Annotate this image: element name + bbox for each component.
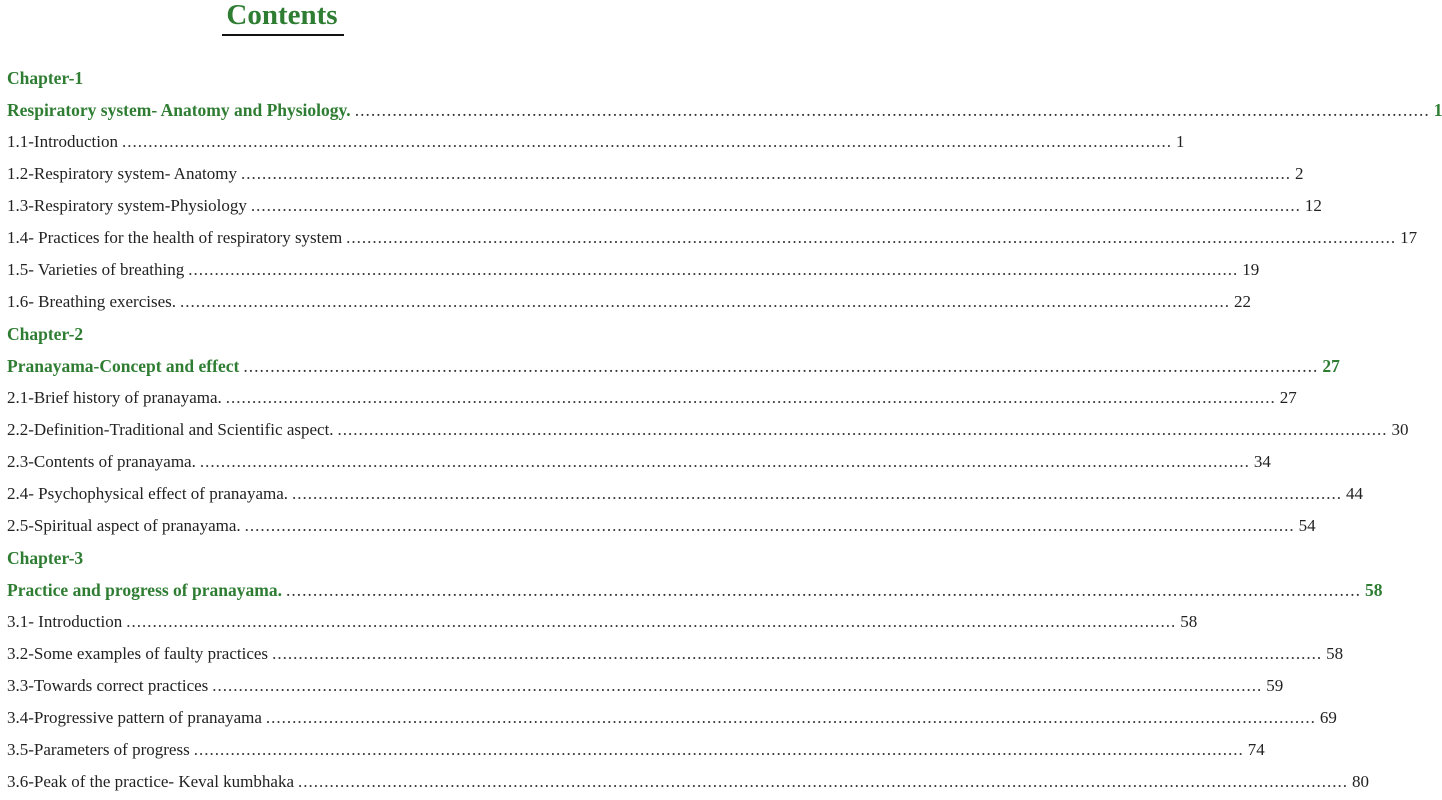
entry-label: 1.2-Respiratory system- Anatomy: [7, 164, 237, 183]
toc-entry: [7, 189, 1322, 221]
toc-entry: [7, 701, 1337, 733]
toc-entry: [7, 445, 1271, 477]
toc-entry: [7, 221, 1418, 253]
dot-leader: ........................................................................................................................................................................................................: [240, 164, 1291, 183]
chapter-title-row: [7, 573, 1383, 605]
entry-label: 1.5- Varieties of breathing: [7, 260, 185, 279]
page-number: 80: [1352, 772, 1369, 791]
dot-leader: ........................................................................................................................................................................................................: [298, 772, 1348, 791]
chapter-heading: [7, 61, 556, 93]
dot-leader: ........................................................................................................................................................................................................: [180, 292, 1230, 311]
page-number: 74: [1247, 740, 1265, 759]
chapter-label: Chapter-3: [7, 548, 84, 568]
toc-entry: [7, 381, 1297, 413]
entry-label: Pranayama-Concept and effect: [7, 356, 240, 376]
entry-label: 3.4-Progressive pattern of pranayama: [7, 708, 262, 727]
page-number: 58: [1326, 644, 1344, 663]
entry-label: 2.4- Psychophysical effect of pranayama.: [7, 484, 289, 503]
page-number: 1: [1433, 100, 1442, 120]
dot-leader: ........................................................................................................................................................................................................: [126, 612, 1177, 631]
entry-label: 3.5-Parameters of progress: [7, 740, 190, 759]
entry-label: 1.4- Practices for the health of respiratory system: [7, 228, 343, 247]
toc-entry: [7, 765, 1369, 797]
entry-label: 3.3-Towards correct practices: [7, 676, 209, 695]
dot-leader: ........................................................................................................................................................................................................: [250, 196, 1301, 215]
page-number: 1: [1175, 132, 1185, 151]
toc-entry: [7, 125, 1185, 157]
dot-leader: ........................................................................................................................................................................................................: [292, 484, 1343, 503]
toc-entry: [7, 509, 1316, 541]
page-number: 54: [1298, 516, 1316, 535]
entry-label: 1.6- Breathing exercises.: [7, 292, 176, 311]
entry-label: 3.2-Some examples of faulty practices: [7, 644, 269, 663]
dot-leader: ........................................................................................................................................................................................................: [265, 708, 1316, 727]
entry-label: 1.1-Introduction: [7, 132, 118, 151]
toc-entry: [7, 637, 1344, 669]
toc-entry: [7, 605, 1198, 637]
dot-leader: ........................................................................................................................................................................................................: [188, 260, 1239, 279]
dot-leader: ........................................................................................................................................................................................................: [121, 132, 1172, 151]
page-number: 58: [1364, 580, 1383, 600]
entry-label: 3.6-Peak of the practice- Keval kumbhaka: [7, 772, 294, 791]
entry-label: 3.1- Introduction: [7, 612, 123, 631]
toc-entry: [7, 157, 1304, 189]
entry-label: 2.1-Brief history of pranayama.: [7, 388, 222, 407]
entry-label: Practice and progress of pranayama.: [7, 580, 282, 600]
chapter-title-row: [7, 349, 1340, 381]
page-number: 19: [1242, 260, 1260, 279]
page-title: Contents: [226, 0, 338, 31]
dot-leader: ........................................................................................................................................................................................................: [193, 740, 1244, 759]
entry-label: 2.3-Contents of pranayama.: [7, 452, 196, 471]
entry-label: 1.3-Respiratory system-Physiology: [7, 196, 247, 215]
chapter-label: Chapter-1: [7, 68, 84, 88]
page-number: 59: [1266, 676, 1284, 695]
dot-leader: ........................................................................................................................................................................................................: [354, 100, 1430, 120]
toc-entry: [7, 669, 1284, 701]
dot-leader: ........................................................................................................................................................................................................: [272, 644, 1323, 663]
page-number: 69: [1319, 708, 1337, 727]
toc-entry: [7, 285, 1251, 317]
toc-entry: [7, 253, 1260, 285]
chapter-title-row: [7, 93, 1442, 125]
entry-label: Respiratory system- Anatomy and Physiology.: [7, 100, 351, 120]
page-number: 27: [1279, 388, 1297, 407]
dot-leader: ........................................................................................................................................................................................................: [199, 452, 1250, 471]
page-number: 22: [1234, 292, 1251, 311]
chapter-label: Chapter-2: [7, 324, 84, 344]
page-number: 17: [1400, 228, 1418, 247]
page-number: 58: [1180, 612, 1198, 631]
dot-leader: ........................................................................................................................................................................................................: [337, 420, 1388, 439]
table-of-contents: [7, 61, 1442, 797]
toc-entry: [7, 733, 1265, 765]
page-number: 2: [1294, 164, 1304, 183]
dot-leader: ........................................................................................................................................................................................................: [243, 356, 1319, 376]
dot-leader: ........................................................................................................................................................................................................: [285, 580, 1361, 600]
entry-label: 2.5-Spiritual aspect of pranayama.: [7, 516, 241, 535]
title-underline: [222, 34, 344, 36]
page-number: 30: [1391, 420, 1409, 439]
chapter-heading: [7, 317, 556, 349]
page-number: 34: [1253, 452, 1271, 471]
chapter-heading: [7, 541, 556, 573]
dot-leader: ........................................................................................................................................................................................................: [346, 228, 1397, 247]
dot-leader: ........................................................................................................................................................................................................: [225, 388, 1276, 407]
toc-entry: [7, 477, 1364, 509]
page-number: 27: [1322, 356, 1340, 376]
dot-leader: ........................................................................................................................................................................................................: [244, 516, 1295, 535]
dot-leader: ........................................................................................................................................................................................................: [212, 676, 1263, 695]
toc-entry: [7, 413, 1409, 445]
page-number: 44: [1346, 484, 1364, 503]
entry-label: 2.2-Definition-Traditional and Scientific aspect.: [7, 420, 334, 439]
page-number: 12: [1304, 196, 1322, 215]
